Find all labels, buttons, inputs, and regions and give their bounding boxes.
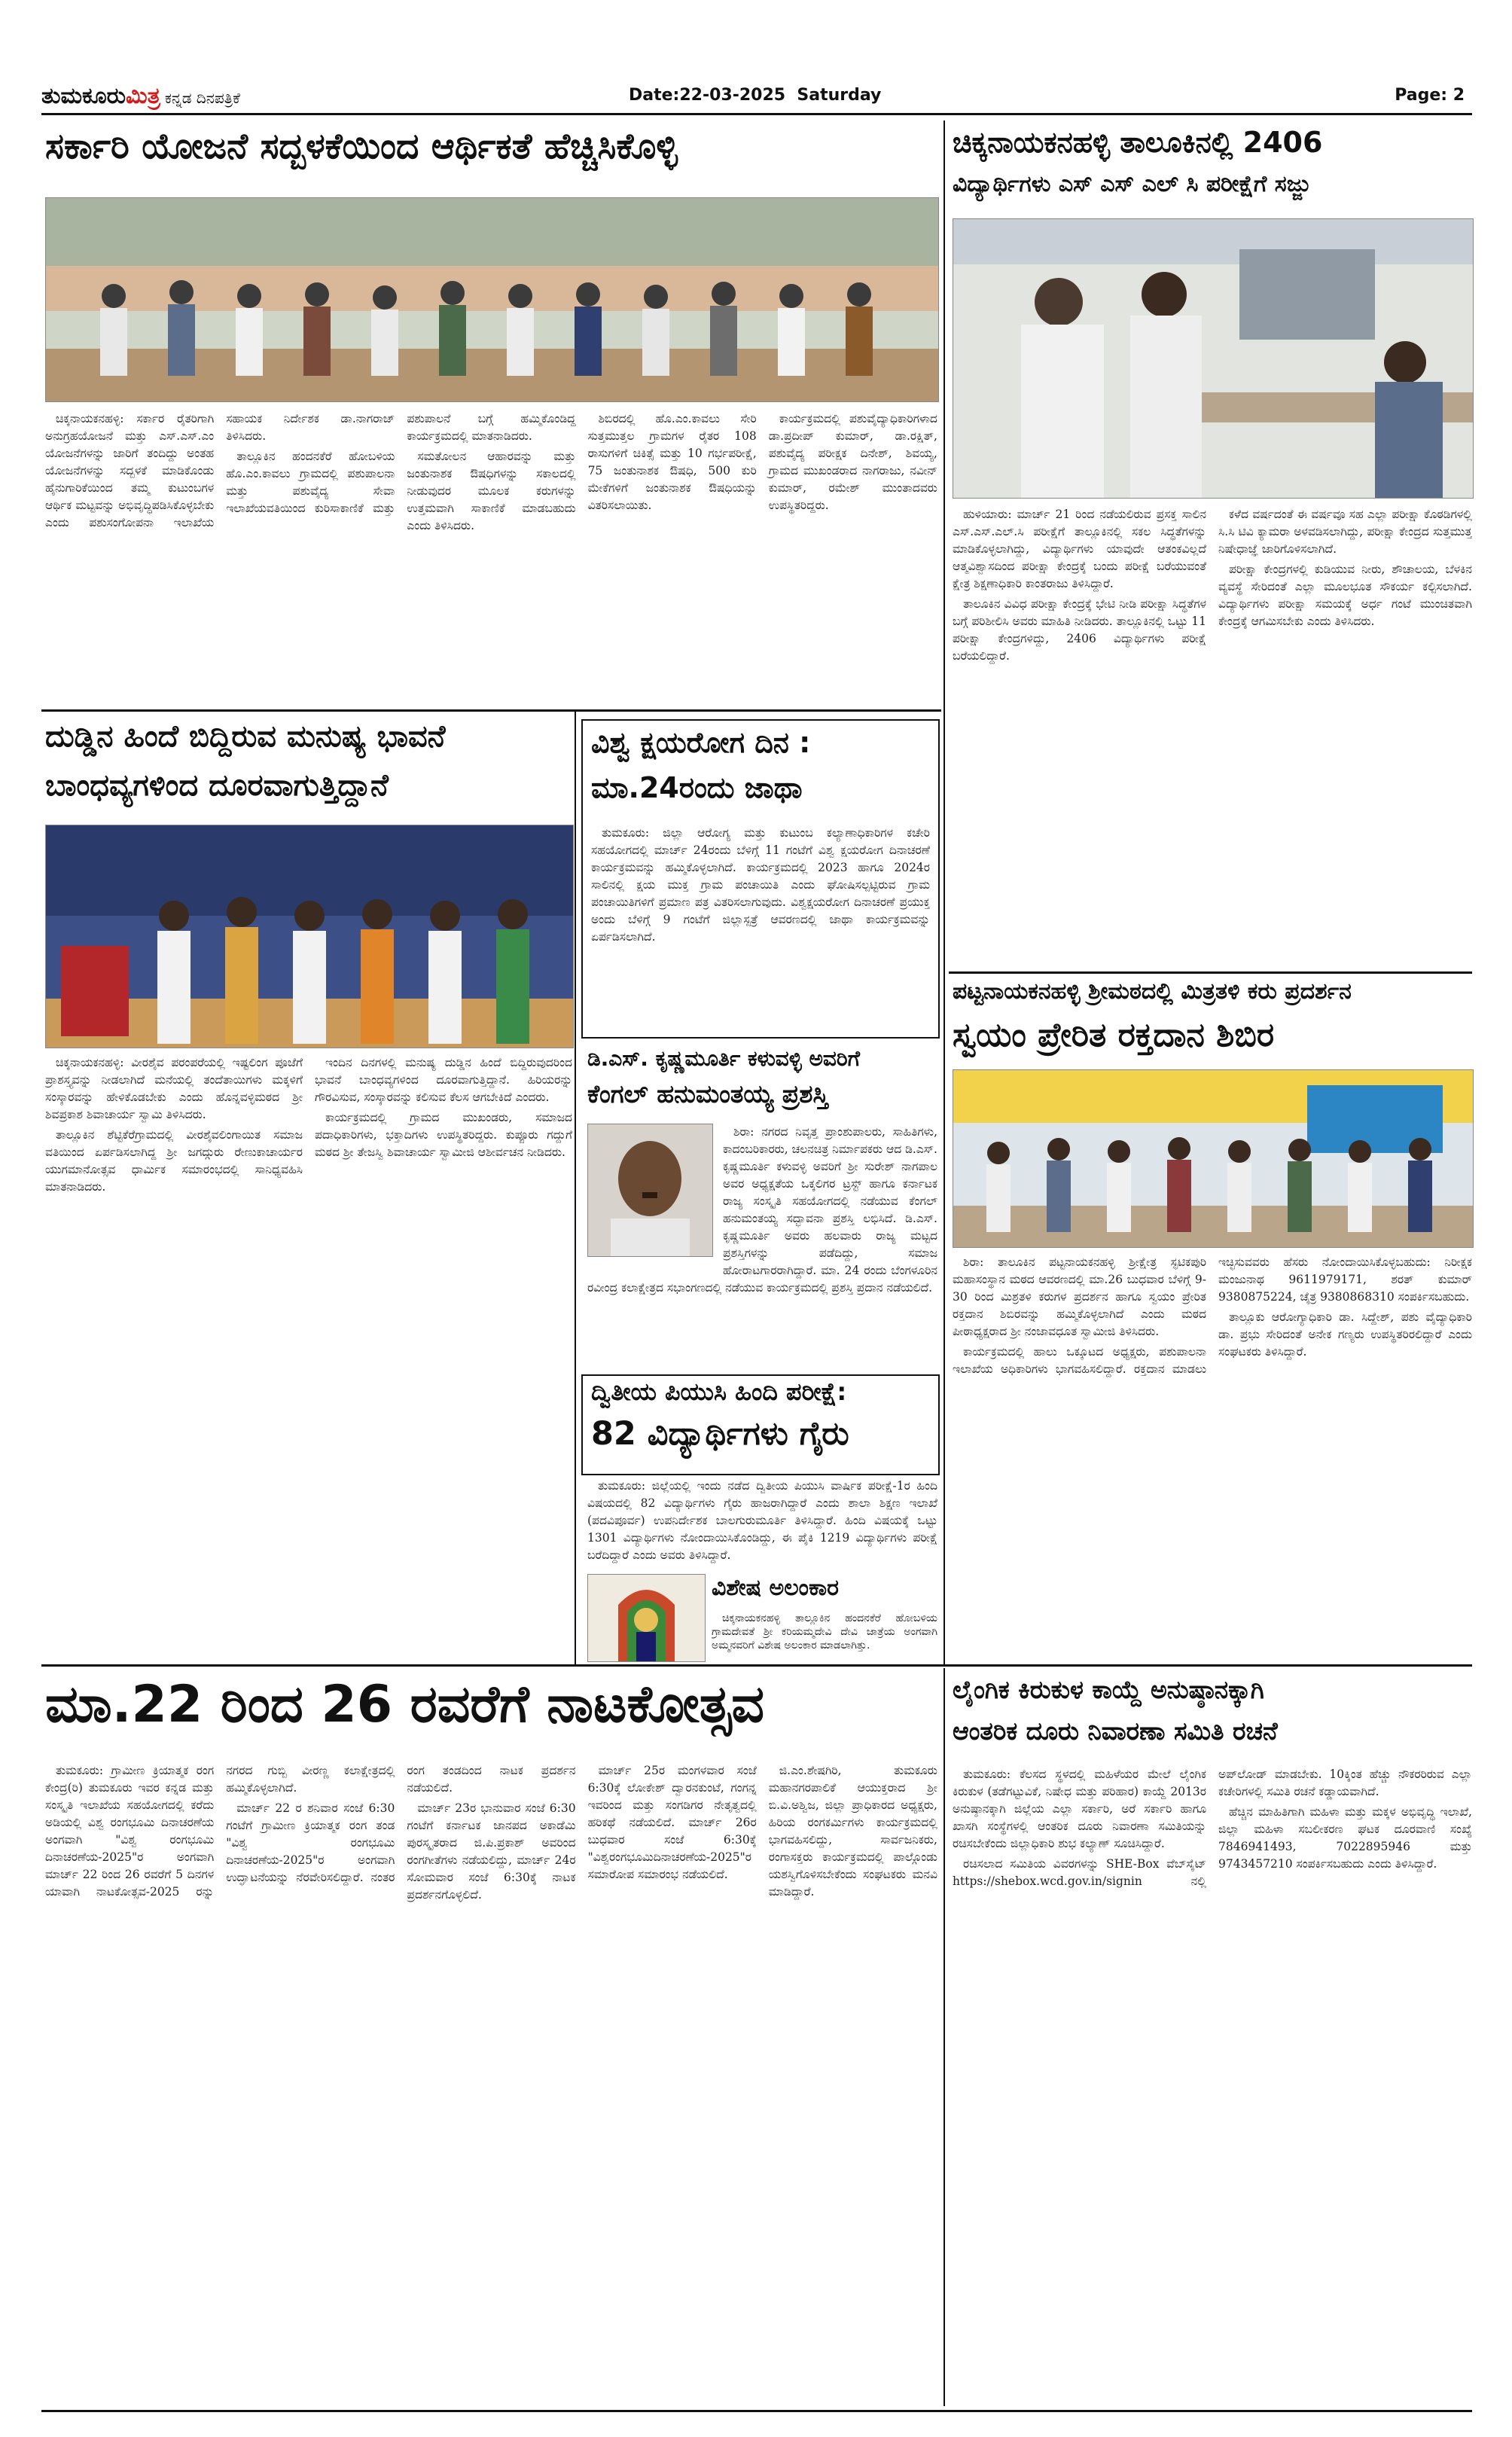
masthead [41, 83, 1472, 113]
article-headline: 82 ವಿದ್ಯಾರ್ಥಿಗಳು ಗೈರು [591, 1416, 849, 1453]
logo-sub: ಕನ್ನಡ ದಿನಪತ್ರಿಕೆ [164, 89, 240, 107]
exam-photo [953, 218, 1474, 499]
paragraph: ಕಾರ್ಯಕ್ರಮದಲ್ಲಿ ಹಾಲು ಒಕ್ಕೂಟದ ಅಧ್ಯಕ್ಷರು, ಪಶುಪಾಲನಾ ಇಲಾಖೆಯ ಅಧಿಕಾರಿಗಳು ಭಾಗವಹಿಸಲಿದ್ದಾರೆ. ರಕ್ತದಾನ ಮಾಡಲು ಇಚ್ಛಿಸುವವರು ಹೆಸರು ನೋಂದಾಯಿಸಿಕೊಳ್ಳಬಹುದು: ನಿರೀಕ್ಷಕ ಮಂಜುನಾಥ 9611979171, ಶರತ್ ಕುಮಾರ್ 9380875224, ಚೈತ್ರ 9380868310 ಸಂಪರ್ಕಿಸಬಹುದು. [953, 1255, 1472, 1376]
article-body [953, 1254, 1472, 1661]
column-divider [943, 120, 945, 1664]
paragraph: ಹೆಚ್ಚಿನ ಮಾಹಿತಿಗಾಗಿ ಮಹಿಳಾ ಮತ್ತು ಮಕ್ಕಳ ಅಭಿವೃದ್ಧಿ ಇಲಾಖೆ, ಜಿಲ್ಲಾ ಮಹಿಳಾ ಸಬಲೀಕರಣ ಘಟಕ ದೂರವಾಣಿ ಸಂಖ್ಯೆ 7846941493, 7022895946 ಮತ್ತು 9743457210 ಸಂಪರ್ಕಿಸಬಹುದು ಎಂದು ತಿಳಿಸಿದ್ದಾರೆ. [1218, 1805, 1472, 1871]
paragraph: ತಾಲ್ಲೂಕಿನ ಹಂದನಕೆರೆ ಹೋಬಳಿಯ ಹೊ.ಎಂ.ಕಾವಲು ಗ್ರಾಮದಲ್ಲಿ ಪಶುಪಾಲನಾ ಮತ್ತು ಪಶುವೈದ್ಯ ಸೇವಾ ಇಲಾಖೆಯವತಿಯಿಂದ ಕುರಿಸಾಕಾಣಿಕೆ ಮತ್ತು ಪಶುಪಾಲನೆ ಬಗ್ಗೆ ಹಮ್ಮಿಕೊಂಡಿದ್ದ ಕಾರ್ಯಕ್ರಮದಲ್ಲಿ ಮಾತನಾಡಿದರು. [226, 412, 576, 515]
date: Date:22-03-2025 [629, 86, 786, 105]
blood-donation-photo [953, 1069, 1474, 1248]
event-photo-illustration [46, 825, 573, 1048]
section-divider [949, 971, 1472, 974]
logo-main: ತುಮಕೂರು [41, 83, 127, 109]
article-headline: ಕೆಂಗಲ್ ಹನುಮಂತಯ್ಯ ಪ್ರಶಸ್ತಿ [587, 1080, 828, 1109]
paragraph: ಶಿಬಿರದಲ್ಲಿ ಹೊ.ಎಂ.ಕಾವಲು ಸೇರಿ ಸುತ್ತಮುತ್ತಲ ಗ್ರಾಮಗಳ ರೈತರ 108 ರಾಸುಗಳಿಗೆ ಚಿಕಿತ್ಸೆ ಮತ್ತು 10 ಗರ್ಭಪರೀಕ್ಷೆ, 75 ಜಂತುನಾಶಕ ಔಷಧಿ, 500 ಕುರಿ ಮೇಕೆಗಳಿಗೆ ಜಂತುನಾಶಕ ಔಷಧಿಯನ್ನು ವಿತರಿಸಲಾಯಿತು. [587, 412, 757, 512]
section-divider [41, 1664, 1472, 1667]
article-headline: ಮಾ.24ರಂದು ಜಾಥಾ [591, 772, 803, 804]
date-line [629, 86, 881, 105]
masthead-rule [41, 113, 1472, 115]
day: Saturday [797, 86, 882, 105]
paragraph: ಚಿಕ್ಕನಾಯಕನಹಳ್ಳಿ: ಸರ್ಕಾರ ರೈತರಿಗಾಗಿ ಅನುಗ್ರಹಯೋಜನೆ ಮತ್ತು ಎಸ್.ಎಸ್.ಎಂ ಯೋಜನೆಗಳನ್ನು ಜಾರಿಗೆ ತಂದಿದ್ದು ಅಂತಹ ಯೋಜನೆಗಳನ್ನು ಸದ್ಬಳಕೆ ಮಾಡಿಕೊಂಡು ಹೈನುಗಾರಿಕೆಯಿಂದ ತಮ್ಮ ಕುಟುಂಬಗಳ ಆರ್ಥಿಕ ಮಟ್ಟವನ್ನು ಅಭಿವೃದ್ಧಿಪಡಿಸಿಕೊಳ್ಳಬೇಕು ಎಂದು ಪಶುಸಂಗೋಪನಾ ಇಲಾಖೆಯ ಸಹಾಯಕ ನಿರ್ದೇಶಕ ಡಾ.ನಾಗರಾಜ್ ತಿಳಿಸಿದರು. [45, 412, 395, 529]
deity-illustration [588, 1575, 705, 1661]
article-headline: ದುಡ್ಡಿನ ಹಿಂದೆ ಬಿದ್ದಿರುವ ಮನುಷ್ಯ ಭಾವನೆ [45, 719, 446, 754]
column-divider [943, 1668, 945, 2406]
paragraph: ತುಮಕೂರು: ಗ್ರಾಮೀಣ ಕ್ರಿಯಾತ್ಮಕ ರಂಗ ಕೇಂದ್ರ(ರಿ) ತುಮಕೂರು ಇವರ ಕನ್ನಡ ಮತ್ತು ಸಂಸ್ಕೃತಿ ಇಲಾಖೆಯ ಸಹಯೋಗದಲ್ಲಿ ಕರೆದು ಅಡಿಯಲ್ಲಿ ವಿಶ್ವ ರಂಗಭೂಮಿ ದಿನಾಚರಣೆಯ ಅಂಗವಾಗಿ "ವಿಶ್ವ ರಂಗಭೂಮಿ ದಿನಾಚರಣೆಯ-2025"ರ ಅಂಗವಾಗಿ ಮಾರ್ಚ್ 22 ರಿಂದ 26 ರವರೆಗೆ 5 ದಿನಗಳ ಯಾವಾಗಿ ನಾಟಕೋತ್ಸವ-2025 ರನ್ನು ನಗರದ ಗುಬ್ಬಿ ವೀರಣ್ಣ ಕಲಾಕ್ಷೇತ್ರದಲ್ಲಿ ಹಮ್ಮಿಕೊಳ್ಳಲಾಗಿದೆ. [45, 1764, 395, 1899]
paragraph: ಸಮತೋಲನ ಆಹಾರವನ್ನು ಮತ್ತು ಜಂತುನಾಶಕ ಔಷಧಿಗಳನ್ನು ಸಕಾಲದಲ್ಲಿ ನೀಡುವುದರ ಮೂಲಕ ಕರುಗಳನ್ನು ಉತ್ತಮವಾಗಿ ಸಾಕಾಣಿಕೆ ಮಾಡಬಹುದು ಎಂದು ತಿಳಿಸಿದರು. [407, 450, 576, 532]
article-headline: ವಿಶ್ವ ಕ್ಷಯರೋಗ ದಿನ : [591, 727, 811, 759]
article-body [712, 1612, 937, 1663]
newspaper-logo [41, 83, 240, 109]
article-body [587, 1478, 937, 1568]
paragraph: ತಾಲೂಕಿನ ವಿವಿಧ ಪರೀಕ್ಷಾ ಕೇಂದ್ರಕ್ಕೆ ಭೇಟಿ ನೀಡಿ ಪರೀಕ್ಷಾ ಸಿದ್ಧತೆಗಳ ಬಗ್ಗೆ ಪರಿಶೀಲಿಸಿ ಅವರು ಮಾಹಿತಿ ನೀಡಿದರು. ತಾಲ್ಲೂಕಿನಲ್ಲಿ ಒಟ್ಟು 11 ಪರೀಕ್ಷಾ ಕೇಂದ್ರಗಳಿದ್ದು, 2406 ವಿದ್ಯಾರ್ಥಿಗಳು ಪರೀಕ್ಷೆ ಬರೆಯಲಿದ್ದಾರೆ. [953, 597, 1206, 663]
group-photo-illustration [46, 198, 938, 401]
article-headline: ಮಾ.22 ರಿಂದ 26 ರವರೆಗೆ ನಾಟಕೋತ್ಸವ [45, 1676, 764, 1734]
exam-photo-illustration [953, 219, 1473, 498]
paragraph: ತುಮಕೂರು: ಕೆಲಸದ ಸ್ಥಳದಲ್ಲಿ ಮಹಿಳೆಯರ ಮೇಲೆ ಲೈಂಗಿಕ ಕಿರುಕುಳ (ತಡೆಗಟ್ಟುವಿಕೆ, ನಿಷೇಧ ಮತ್ತು ಪರಿಹಾರ) ಕಾಯ್ದೆ 2013ರ ಅನುಷ್ಠಾನಕ್ಕಾಗಿ ಜಿಲ್ಲೆಯ ಎಲ್ಲಾ ಸರ್ಕಾರಿ, ಅರೆ ಸರ್ಕಾರಿ ಹಾಗೂ ಖಾಸಗಿ ಸಂಸ್ಥೆಗಳಲ್ಲಿ ಆಂತರಿಕ ದೂರು ನಿವಾರಣಾ ಸಮಿತಿಯನ್ನು ರಚಿಸಬೇಕೆಂದು ಜಿಲ್ಲಾಧಿಕಾರಿ ಶುಭ ಕಲ್ಯಾಣ್ ಸೂಚಿಸಿದ್ದಾರೆ. [953, 1768, 1206, 1850]
footer-rule [41, 2410, 1472, 2412]
paragraph: ಶಿರಾ: ನಗರದ ನಿವೃತ್ತ ಪ್ರಾಂಶುಪಾಲರು, ಸಾಹಿತಿಗಳು, ಕಾದಂಬರಿಕಾರರು, ಚಲನಚಿತ್ರ ನಿರ್ಮಾಪಕರು ಆದ ಡಿ.ಎಸ್. ಕೃಷ್ಣಮೂರ್ತಿ ಕಳುವಳ್ಳಿ ಅವರಿಗೆ ಶ್ರೀ ಸುರೇಶ್ ನಾಗಪಾಲ ಅವರ ಅಧ್ಯಕ್ಷತೆಯ ಒಕ್ಕಲಿಗರ ಟ್ರಸ್ಟ್ ಹಾಗೂ ಕರ್ನಾಟಕ ರಾಜ್ಯ ಸಂಸ್ಕೃತಿ ಸಹಯೋಗದಲ್ಲಿ ನಡೆಯುವ ಕೆಂಗಲ್ ಹನುಮಂತಯ್ಯ ಸದ್ಭಾವನಾ ಪ್ರಶಸ್ತಿ ಲಭಿಸಿದೆ. ಡಿ.ಎಸ್. ಕೃಷ್ಣಮೂರ್ತಿ ಅವರು ಹಲವಾರು ರಾಜ್ಯ ಮಟ್ಟದ ಪ್ರಶಸ್ತಿಗಳನ್ನು ಪಡೆದಿದ್ದು, ಸಮಾಜ ಹೋರಾಟಗಾರರಾಗಿದ್ದಾರೆ. ಮಾ. 24 ರಂದು ಬೆಂಗಳೂರಿನ ರವೀಂದ್ರ ಕಲಾಕ್ಷೇತ್ರದ ಸಭಾಂಗಣದಲ್ಲಿ ನಡೆಯುವ ಕಾರ್ಯಕ್ರಮದಲ್ಲಿ ಪ್ರಶಸ್ತಿ ಪ್ರದಾನ ನಡೆಯಲಿದೆ. [587, 1125, 937, 1295]
article-subheadline: ವಿದ್ಯಾರ್ಥಿಗಳು ಎಸ್ ಎಸ್ ಎಲ್ ಸಿ ಪರೀಕ್ಷೆಗೆ ಸಜ್ಜು [953, 172, 1311, 197]
article-headline: ಲೈಂಗಿಕ ಕಿರುಕುಳ ಕಾಯ್ದೆ ಅನುಷ್ಠಾನಕ್ಕಾಗಿ [953, 1676, 1264, 1704]
paragraph: ಚಿಕ್ಕನಾಯಕನಹಳ್ಳಿ: ವೀರಶೈವ ಪರಂಪರೆಯಲ್ಲಿ ಇಷ್ಟಲಿಂಗ ಪೂಜೆಗೆ ಪ್ರಾಶಸ್ತ್ಯವನ್ನು ನೀಡಲಾಗಿದೆ ಮನೆಯಲ್ಲಿ ತಂದೆತಾಯಿಗಳು ಮಕ್ಕಳಿಗೆ ಸಂಸ್ಕಾರವನ್ನು ಹೇಳಿಕೊಡಬೇಕು ಎಂದು ಹೊನ್ನವಳ್ಳಿಮಠದ ಶ್ರೀ ಶಿವಪ್ರಕಾಶ ಶಿವಾಚಾರ್ಯ ಸ್ವಾಮಿ ತಿಳಿಸಿದರು. [45, 1056, 303, 1121]
article-headline: ಚಿಕ್ಕನಾಯಕನಹಳ್ಳಿ ತಾಲೂಕಿನಲ್ಲಿ 2406 [953, 127, 1323, 159]
paragraph: ಜಿ.ಎಂ.ಶೇಷಗಿರಿ, ತುಮಕೂರು ಮಹಾನಗರಪಾಲಿಕೆ ಆಯುಕ್ತರಾದ ಶ್ರೀ ಬಿ.ವಿ.ಅಶ್ವಿಜ, ಜಿಲ್ಲಾ ಪ್ರಾಧಿಕಾರದ ಅಧ್ಯಕ್ಷರು, ಹಿರಿಯ ರಂಗಕರ್ಮಿಗಳು ಕಾರ್ಯಕ್ರಮದಲ್ಲಿ ಭಾಗವಹಿಸಲಿದ್ದು, ಸಾರ್ವಜನಿಕರು, ರಂಗಾಸಕ್ತರು ಕಾರ್ಯಕ್ರಮದಲ್ಲಿ ಪಾಲ್ಗೊಂಡು ಯಶಸ್ವಿಗೊಳಿಸಬೇಕೆಂದು ಸಂಘಟಕರು ಮನವಿ ಮಾಡಿದ್ದಾರೆ. [768, 1764, 937, 1899]
blood-donation-illustration [953, 1070, 1473, 1247]
article-body [45, 1762, 937, 2406]
paragraph: ಕಳೆದ ವರ್ಷದಂತೆ ಈ ವರ್ಷವೂ ಸಹ ಎಲ್ಲಾ ಪರೀಕ್ಷಾ ಕೊಠಡಿಗಳಲ್ಲಿ ಸಿ.ಸಿ ಟಿವಿ ಕ್ಯಾಮರಾ ಅಳವಡಿಸಲಾಗಿದ್ದು, ಪರೀಕ್ಷಾ ಕೇಂದ್ರದ ಸುತ್ತಮುತ್ತ ನಿಷೇಧಾಜ್ಞೆ ಜಾರಿಗೊಳಿಸಲಾಗಿದೆ. [1218, 508, 1472, 556]
paragraph: ಚಿಕ್ಕನಾಯಕನಹಳ್ಳಿ ತಾಲ್ಲೂಕಿನ ಹಂದನಕೆರೆ ಹೋಬಳಿಯ ಗ್ರಾಮದೇವತೆ ಶ್ರೀ ಕರಿಯಮ್ಮದೇವಿ ದೇವಿ ಜಾತ್ರೆಯ ಅಂಗವಾಗಿ ಅಮ್ಮನವರಿಗೆ ವಿಶೇಷ ಅಲಂಕಾರ ಮಾಡಲಾಗಿತ್ತು. [712, 1612, 937, 1652]
paragraph: ರಚಿಸಲಾದ ಸಮಿತಿಯ ವಿವರಗಳನ್ನು SHE-Box ವೆಬ್‌ಸೈಟ್ https://shebox.wcd.gov.in/signin ನಲ್ಲಿ ಅಪ್‌ಲೋಡ್ ಮಾಡಬೇಕು. 10ಕ್ಕಿಂತ ಹೆಚ್ಚು ನೌಕರರಿರುವ ಎಲ್ಲಾ ಕಚೇರಿಗಳಲ್ಲಿ ಸಮಿತಿ ರಚನೆ ಕಡ್ಡಾಯವಾಗಿದೆ. [953, 1768, 1472, 1888]
paragraph: ಮಾರ್ಚ್ 25ರ ಮಂಗಳವಾರ ಸಂಜೆ 6:30ಕ್ಕೆ ಲೋಕೇಶ್ ದ್ವಾರನಕುಂಟೆ, ಗಂಗನ್ನ ಇವರಿಂದ ಮತ್ತು ಸಂಗಡಿಗರ ನೇತೃತ್ವದಲ್ಲಿ ಹರಿಕಥೆ ನಡೆಯಲಿದೆ. ಮಾರ್ಚ್ 26ರ ಬುಧವಾರ ಸಂಜೆ 6:30ಕ್ಕೆ "ವಿಶ್ವರಂಗಭೂಮಿದಿನಾಚರಣೆಯ-2025"ರ ಸಮಾರೋಪ ಸಮಾರಂಭ ನಡೆಯಲಿದೆ. [587, 1764, 757, 1881]
group-photo [45, 197, 939, 402]
page-number: Page: 2 [1395, 86, 1465, 105]
article-headline: ಬಾಂಧವ್ಯಗಳಿಂದ ದೂರವಾಗುತ್ತಿದ್ದಾನೆ [45, 768, 389, 803]
article-headline: ವಿಶೇಷ ಅಲಂಕಾರ [712, 1575, 839, 1601]
paragraph: ಹುಳಿಯಾರು: ಮಾರ್ಚ್ 21 ರಿಂದ ನಡೆಯಲಿರುವ ಪ್ರಸಕ್ತ ಸಾಲಿನ ಎಸ್.ಎಸ್.ಎಲ್.ಸಿ ಪರೀಕ್ಷೆಗೆ ತಾಲ್ಲೂಕಿನಲ್ಲಿ ಸಕಲ ಸಿದ್ಧತೆಗಳನ್ನು ಮಾಡಿಕೊಳ್ಳಲಾಗಿದ್ದು, ವಿದ್ಯಾರ್ಥಿಗಳು ಯಾವುದೇ ಆತಂಕವಿಲ್ಲದೆ ಆತ್ಮವಿಶ್ವಾಸದಿಂದ ಪರೀಕ್ಷಾ ಕೇಂದ್ರಕ್ಕೆ ಬಂದು ಪರೀಕ್ಷೆ ಬರೆಯುವಂತೆ ಕ್ಷೇತ್ರ ಶಿಕ್ಷಣಾಧಿಕಾರಿ ಕಾಂತರಾಜು ತಿಳಿಸಿದ್ದಾರೆ. [953, 508, 1206, 590]
paragraph: ತುಮಕೂರು: ಜಿಲ್ಲೆಯಲ್ಲಿ ಇಂದು ನಡೆದ ದ್ವಿತೀಯ ಪಿಯುಸಿ ವಾರ್ಷಿಕ ಪರೀಕ್ಷೆ-1ರ ಹಿಂದಿ ವಿಷಯದಲ್ಲಿ 82 ವಿದ್ಯಾರ್ಥಿಗಳು ಗೈರು ಹಾಜರಾಗಿದ್ದಾರೆ ಎಂದು ಶಾಲಾ ಶಿಕ್ಷಣ ಇಲಾಖೆ (ಪದವಿಪೂರ್ವ) ಉಪನಿರ್ದೇಶಕ ಬಾಲಗುರುಮೂರ್ತಿ ತಿಳಿಸಿದ್ದಾರೆ. ಹಿಂದಿ ವಿಷಯಕ್ಕೆ ಒಟ್ಟು 1301 ವಿದ್ಯಾರ್ಥಿಗಳು ನೋಂದಾಯಿಸಿಕೊಂಡಿದ್ದು, ಈ ಪೈಕಿ 1219 ವಿದ್ಯಾರ್ಥಿಗಳು ಪರೀಕ್ಷೆ ಬರೆದಿದ್ದಾರೆ ಎಂದು ಅವರು ತಿಳಿಸಿದ್ದಾರೆ. [587, 1479, 937, 1562]
article-headline: ಡಿ.ಎಸ್. ಕೃಷ್ಣಮೂರ್ತಿ ಕಳುವಳ್ಳಿ ಅವರಿಗೆ [587, 1047, 860, 1071]
paragraph: ತಾಲ್ಲೂಕಿನ ಶೆಟ್ಟಿಕೆರೆಗ್ರಾಮದಲ್ಲಿ ವೀರಶೈವಲಿಂಗಾಯಿತ ಸಮಾಜ ವತಿಯಿಂದ ಏರ್ಪಡಿಸಲಾಗಿದ್ದ ಶ್ರೀ ಜಗದ್ಗುರು ರೇಣುಕಾಚಾರ್ಯರ ಯುಗಮಾನೋತ್ಸವ ಧಾರ್ಮಿಕ ಸಮಾರಂಭದಲ್ಲಿ ಸಾನಿಧ್ಯವಹಿಸಿ ಮಾತನಾಡಿದರು. [45, 1128, 303, 1194]
paragraph: ತಾಲ್ಲೂಕು ಆರೋಗ್ಯಾಧಿಕಾರಿ ಡಾ. ಸಿದ್ದೇಶ್, ಪಶು ವೈದ್ಯಾಧಿಕಾರಿ ಡಾ. ಪ್ರಭು ಸೇರಿದಂತೆ ಅನೇಕ ಗಣ್ಯರು ಉಪಸ್ಥಿತರಿರಲಿದ್ದಾರೆ ಎಂದು ಸಂಘಟಕರು ತಿಳಿಸಿದ್ದಾರೆ. [1218, 1310, 1472, 1359]
article-body [587, 1124, 937, 1366]
paragraph: ಪರೀಕ್ಷಾ ಕೇಂದ್ರಗಳಲ್ಲಿ ಕುಡಿಯುವ ನೀರು, ಶೌಚಾಲಯ, ಬೆಳಕಿನ ವ್ಯವಸ್ಥೆ ಸೇರಿದಂತೆ ಎಲ್ಲಾ ಮೂಲಭೂತ ಸೌಕರ್ಯ ಕಲ್ಪಿಸಲಾಗಿದೆ. ವಿದ್ಯಾರ್ಥಿಗಳು ಪರೀಕ್ಷಾ ಸಮಯಕ್ಕೆ ಅರ್ಧ ಗಂಟೆ ಮುಂಚಿತವಾಗಿ ಕೇಂದ್ರಕ್ಕೆ ಆಗಮಿಸಬೇಕು ಎಂದು ತಿಳಿಸಿದರು. [1218, 563, 1472, 628]
logo-red: ಮಿತ್ರ [126, 83, 160, 109]
paragraph: ಕಾರ್ಯಕ್ರಮದಲ್ಲಿ ಪಶುವೈದ್ಯಾಧಿಕಾರಿಗಳಾದ ಡಾ.ಪ್ರದೀಪ್ ಕುಮಾರ್, ಡಾ.ರಕ್ಷಿತ್, ಪಶುವೈದ್ಯ ಪರೀಕ್ಷಕ ದಿನೇಶ್, ಶಿವಯ್ಯ, ಗ್ರಾಮದ ಮುಖಂಡರಾದ ನಾಗರಾಜು, ನವೀನ್ ಕುಮಾರ್, ರಮೇಶ್ ಮುಂತಾದವರು ಉಪಸ್ಥಿತರಿದ್ದರು. [768, 412, 937, 512]
paragraph: ಶಿರಾ: ತಾಲೂಕಿನ ಪಟ್ಟನಾಯಕನಹಳ್ಳಿ ಶ್ರೀಕ್ಷೇತ್ರ ಸ್ಫಟಿಕಪುರಿ ಮಹಾಸಂಸ್ಥಾನ ಮಠದ ಆವರಣದಲ್ಲಿ ಮಾ.26 ಬುಧವಾರ ಬೆಳಿಗ್ಗೆ 9-30 ರಿಂದ ಮಿಶ್ರತಳಿ ಕರುಗಳ ಪ್ರದರ್ಶನ ಹಾಗೂ ಸ್ವಯಂ ಪ್ರೇರಿತ ರಕ್ತದಾನ ಶಿಬಿರವನ್ನು ಹಮ್ಮಿಕೊಳ್ಳಲಾಗಿದೆ ಎಂದು ಮಠದ ಪೀಠಾಧ್ಯಕ್ಷರಾದ ಶ್ರೀ ನಂಜಾವಧೂತ ಸ್ವಾಮೀಜಿ ತಿಳಿಸಿದರು. [953, 1255, 1206, 1338]
article-body [45, 1054, 572, 1657]
section-divider [41, 709, 941, 712]
article-headline: ಸ್ವಯಂ ಪ್ರೇರಿತ ರಕ್ತದಾನ ಶಿಬಿರ [953, 1017, 1275, 1054]
article-headline: ದ್ವಿತೀಯ ಪಿಯುಸಿ ಹಿಂದಿ ಪರೀಕ್ಷೆ: [591, 1378, 847, 1406]
column-divider [575, 712, 576, 1664]
article-body [953, 1766, 1472, 2406]
article-headline: ಸರ್ಕಾರಿ ಯೋಜನೆ ಸದ್ಬಳಕೆಯಿಂದ ಆರ್ಥಿಕತೆ ಹೆಚ್ಚಿಸಿಕೊಳ್ಳಿ [45, 127, 678, 167]
article-headline: ಪಟ್ಟನಾಯಕನಹಳ್ಳಿ ಶ್ರೀಮಠದಲ್ಲಿ ಮಿತ್ರತಳಿ ಕರು ಪ್ರದರ್ಶನ [953, 979, 1352, 1005]
paragraph: ತುಮಕೂರು: ಜಿಲ್ಲಾ ಆರೋಗ್ಯ ಮತ್ತು ಕುಟುಂಬ ಕಲ್ಯಾಣಾಧಿಕಾರಿಗಳ ಕಚೇರಿ ಸಹಯೋಗದಲ್ಲಿ ಮಾರ್ಚ್ 24ರಂದು ಬೆಳಿಗ್ಗೆ 11 ಗಂಟೆಗೆ ವಿಶ್ವ ಕ್ಷಯರೋಗ ದಿನಾಚರಣೆ ಕಾರ್ಯಕ್ರಮವನ್ನು ಹಮ್ಮಿಕೊಳ್ಳಲಾಗಿದೆ. ಕಾರ್ಯಕ್ರಮದಲ್ಲಿ 2023 ಹಾಗೂ 2024ರ ಸಾಲಿನಲ್ಲಿ ಕ್ಷಯ ಮುಕ್ತ ಗ್ರಾಮ ಪಂಚಾಯಿತಿ ಎಂದು ಘೋಷಿಸಲ್ಪಟ್ಟಿರುವ ಗ್ರಾಮ ಪಂಚಾಯಿತಿಗಳಿಗೆ ಪ್ರಮಾಣ ಪತ್ರ ವಿತರಿಸಲಾಗುವುದು. ವಿಶ್ವಕ್ಷಯರೋಗ ದಿನಾಚರಣೆ ಪ್ರಯುಕ್ತ ಅಂದು ಬೆಳಿಗ್ಗೆ 9 ಗಂಟೆಗೆ ಜಿಲ್ಲಾಸ್ಪತ್ರೆ ಆವರಣದಲ್ಲಿ ಜಾಥಾ ಕಾರ್ಯಕ್ರಮವನ್ನು ಏರ್ಪಡಿಸಲಾಗಿದೆ. [591, 826, 930, 944]
article-body [953, 506, 1472, 965]
article-body [591, 825, 930, 1028]
article-headline: ಆಂತರಿಕ ದೂರು ನಿವಾರಣಾ ಸಮಿತಿ ರಚನೆ [953, 1717, 1278, 1746]
paragraph: ಮಾರ್ಚ್ 22 ರ ಶನಿವಾರ ಸಂಜೆ 6:30 ಗಂಟೆಗೆ ಗ್ರಾಮೀಣ ಕ್ರಿಯಾತ್ಮಕ ರಂಗ ತಂಡ "ವಿಶ್ವ ರಂಗಭೂಮಿ ದಿನಾಚರಣೆಯ-2025"ರ ಅಂಗವಾಗಿ ಉದ್ಘಾಟನೆಯನ್ನು ನೆರವೇರಿಸಲಿದ್ದಾರೆ. ನಂತರ ರಂಗ ತಂಡದಿಂದ ನಾಟಕ ಪ್ರದರ್ಶನ ನಡೆಯಲಿದೆ. [226, 1764, 576, 1884]
paragraph: ಇಂದಿನ ದಿನಗಳಲ್ಲಿ ಮನುಷ್ಯ ದುಡ್ಡಿನ ಹಿಂದೆ ಬಿದ್ದಿರುವುದರಿಂದ ಭಾವನೆ ಬಾಂಧವ್ಯಗಳಿಂದ ದೂರವಾಗುತ್ತಿದ್ದಾನೆ. ಹಿರಿಯರನ್ನು ಗೌರವಿಸುವ, ಸಂಸ್ಕಾರವನ್ನು ಕಲಿಸುವ ಕೆಲಸ ಆಗಬೇಕಿದೆ ಎಂದರು. [315, 1056, 572, 1104]
paragraph: ಕಾರ್ಯಕ್ರಮದಲ್ಲಿ ಗ್ರಾಮದ ಮುಖಂಡರು, ಸಮಾಜದ ಪದಾಧಿಕಾರಿಗಳು, ಭಕ್ತಾದಿಗಳು ಉಪಸ್ಥಿತರಿದ್ದರು. ಕುಪ್ಪೂರು ಗದ್ದುಗೆ ಮಠದ ಶ್ರೀ ತೇಜಸ್ವಿ ಶಿವಾಚಾರ್ಯ ಸ್ವಾಮೀಜಿ ಆಶೀರ್ವಚನ ನೀಡಿದರು. [315, 1111, 572, 1159]
article-body [45, 410, 937, 704]
paragraph: ಮಾರ್ಚ್ 23ರ ಭಾನುವಾರ ಸಂಜೆ 6:30 ಗಂಟೆಗೆ ಕರ್ನಾಟಕ ಜಾನಪದ ಅಕಾಡೆಮಿ ಪುರಸ್ಕೃತರಾದ ಜಿ.ಪಿ.ಪ್ರಕಾಶ್ ಅವರಿಂದ ರಂಗಗೀತೆಗಳು ನಡೆಯಲಿದ್ದು, ಮಾರ್ಚ್ 24ರ ಸೋಮವಾರ ಸಂಜೆ 6:30ಕ್ಕೆ ನಾಟಕ ಪ್ರದರ್ಶನಗೊಳ್ಳಲಿದೆ. [407, 1801, 576, 1902]
event-photo [45, 825, 574, 1048]
deity-photo [587, 1574, 706, 1662]
